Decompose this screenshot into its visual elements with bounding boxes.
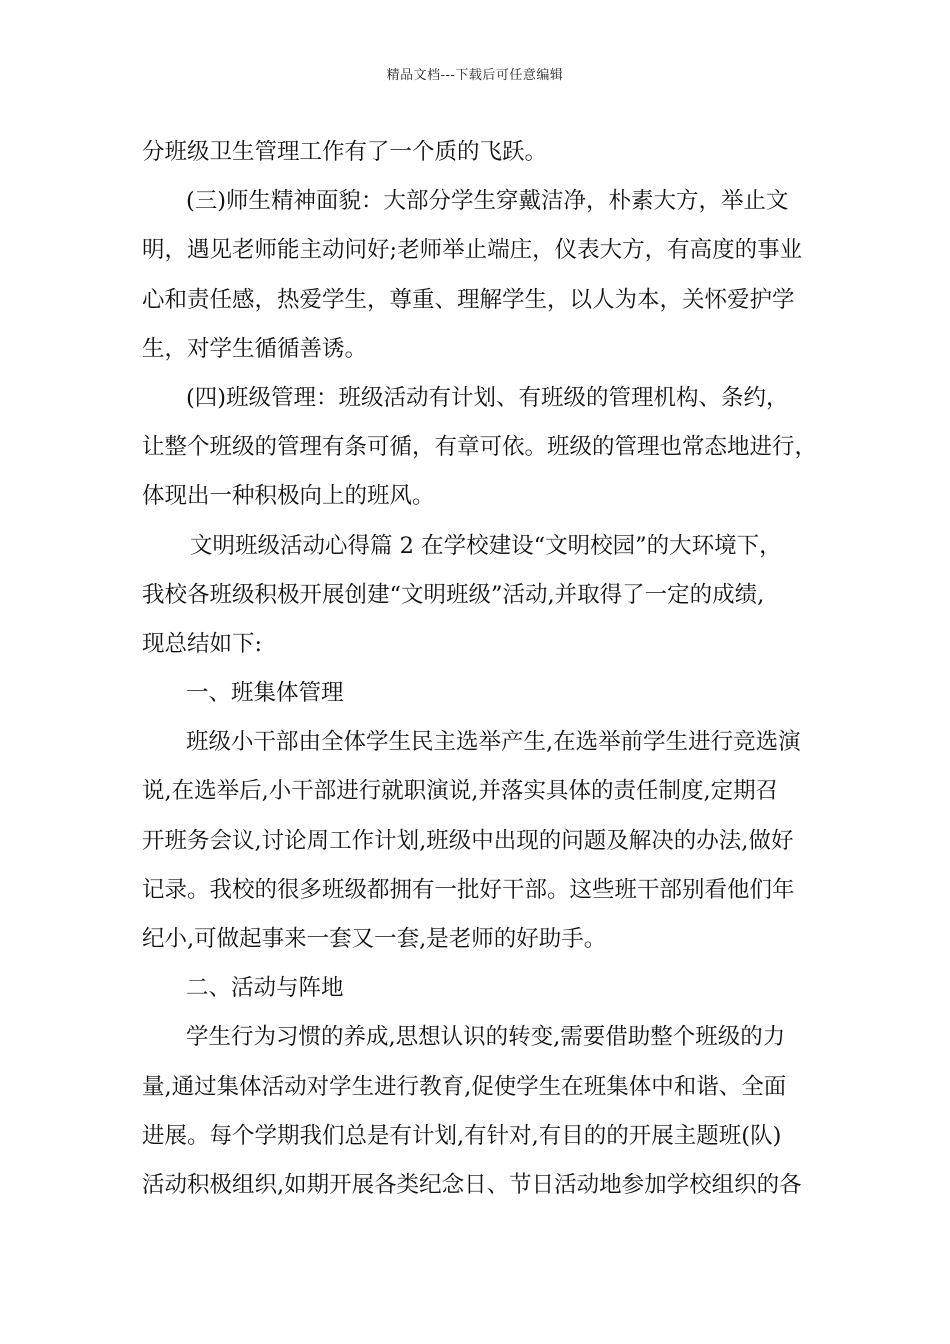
text-line: 说,在选举后,小干部进行就职演说,并落实具体的责任制度,定期召 bbox=[142, 778, 779, 805]
text-line: 明，遇见老师能主动问好;老师举止端庄，仪表大方，有高度的事业 bbox=[142, 237, 803, 264]
text-line: 班级小干部由全体学生民主选举产生,在选举前学生进行竞选演 bbox=[186, 729, 801, 756]
section-heading: 二、活动与阵地 bbox=[186, 975, 344, 1002]
text-line: 记录。我校的很多班级都拥有一批好干部。这些班干部别看他们年 bbox=[142, 876, 795, 903]
text-line: (四)班级管理：班级活动有计划、有班级的管理机构、条约， bbox=[186, 384, 789, 411]
text-line: 分班级卫生管理工作有了一个质的飞跃。 bbox=[142, 139, 548, 165]
text-line: 我校各班级积极开展创建“文明班级”活动,并取得了一定的成绩, bbox=[142, 581, 765, 608]
text-line: 进展。每个学期我们总是有计划,有针对,有目的的开展主题班(队) bbox=[142, 1122, 782, 1149]
text-line: 文明班级活动心得篇 2 在学校建设“文明校园”的大环境下， bbox=[190, 532, 782, 559]
text-line: 纪小,可做起事来一套又一套,是老师的好助手。 bbox=[142, 926, 607, 952]
text-line: 生，对学生循循善诱。 bbox=[142, 335, 368, 362]
text-line: 量,通过集体活动对学生进行教育,促使学生在班集体中和谐、全面 bbox=[142, 1073, 787, 1100]
text-line: 现总结如下: bbox=[142, 630, 263, 657]
text-line: 学生行为习惯的养成,思想认识的转变,需要借助整个班级的力 bbox=[186, 1024, 786, 1051]
section-heading: 一、班集体管理 bbox=[186, 680, 344, 707]
text-line: 开班务会议,讨论周工作计划,班级中出现的问题及解决的办法,做好 bbox=[142, 827, 794, 854]
text-line: 让整个班级的管理有条可循，有章可依。班级的管理也常态地进行， bbox=[142, 434, 818, 461]
text-line: (三)师生精神面貌：大部分学生穿戴洁净，朴素大方，举止文 bbox=[186, 188, 789, 215]
text-line: 体现出一种积极向上的班风。 bbox=[142, 483, 435, 510]
text-line: 活动积极组织,如期开展各类纪念日、节日活动地参加学校组织的各 bbox=[142, 1171, 802, 1198]
text-line: 心和责任感，热爱学生，尊重、理解学生，以人为本，关怀爱护学 bbox=[142, 286, 795, 313]
document-body bbox=[142, 128, 822, 1210]
page-header: 精品文档---下载后可任意编辑 bbox=[386, 68, 564, 83]
